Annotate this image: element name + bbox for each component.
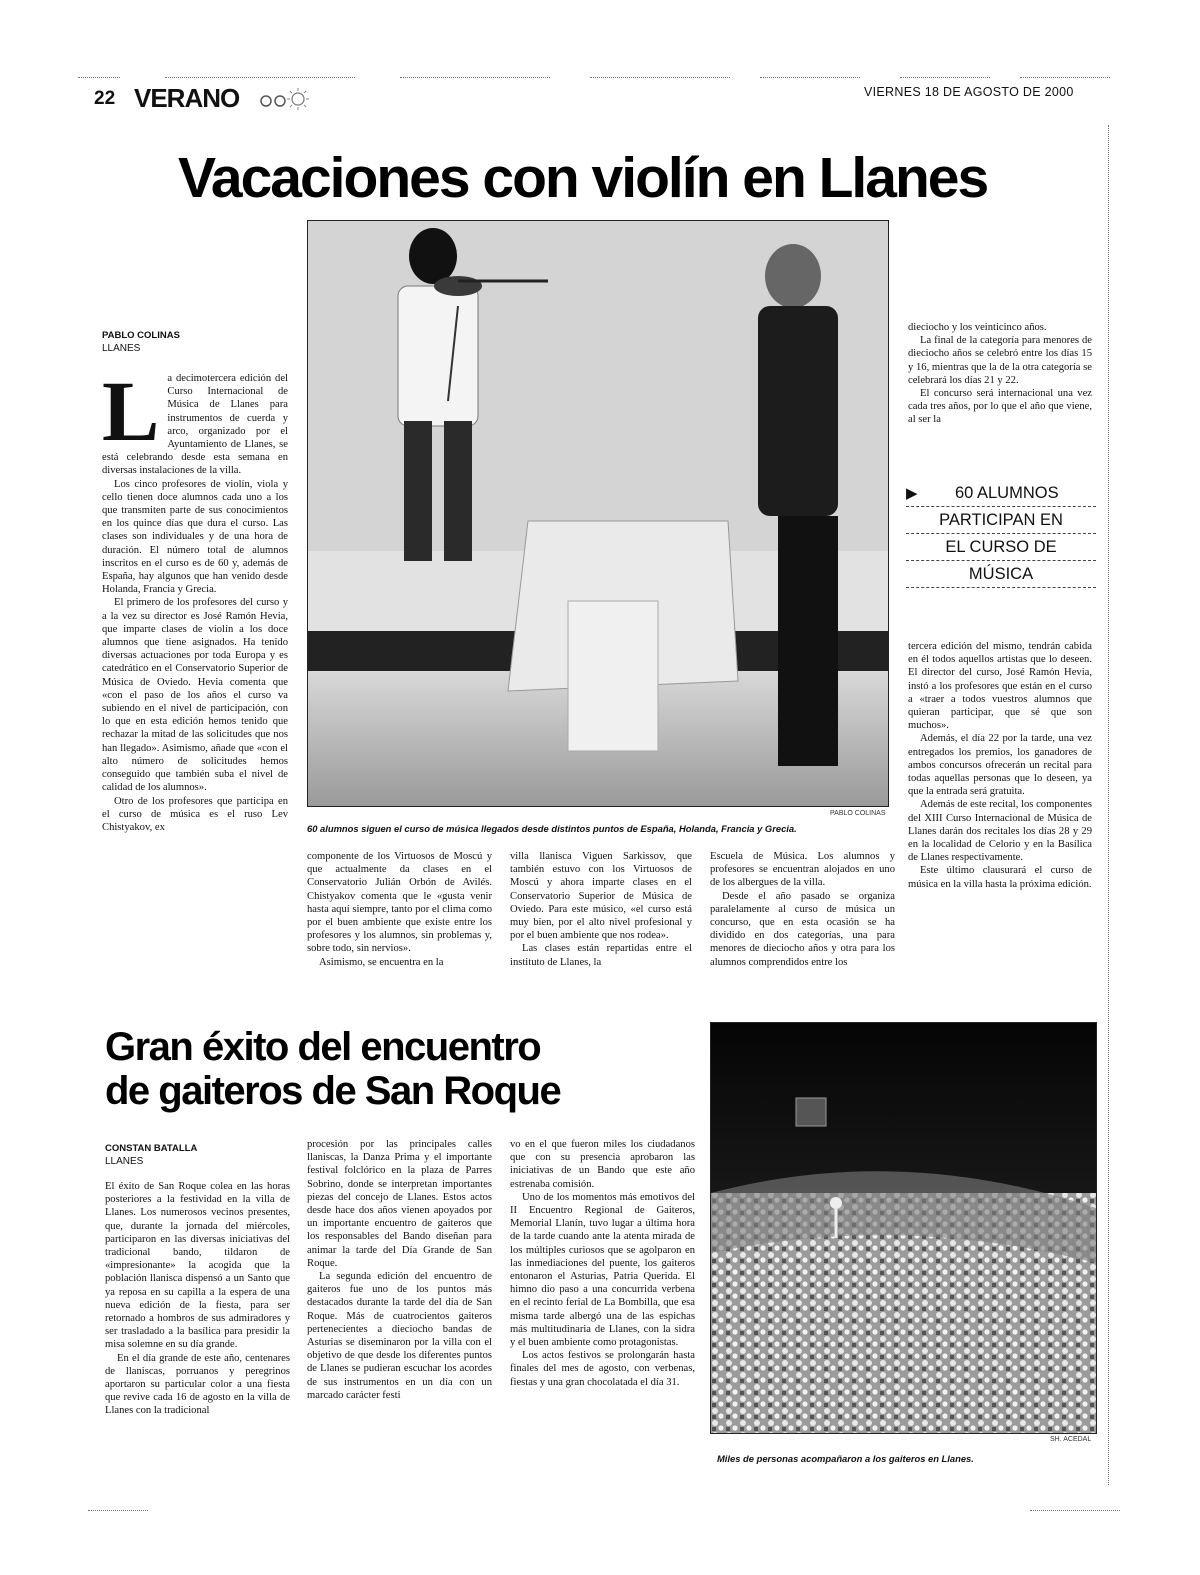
pull-quote-line: MÚSICA bbox=[906, 561, 1096, 588]
article-1-column-3: villa llanisca Viguen Sarkissov, que también estuvo con los Virtuosos de Moscú y ahora imparte clases en el Conservatorio Superior de Música de Oviedo. Para este músico, «el curso está muy bien, por el alto nivel profesional y por el buen ambiente que nos rodea». Las clases están repartidas entre el instituto de Llanes, la bbox=[510, 851, 692, 968]
article-2-column-1: El éxito de San Roque colea en las horas posteriores a la festividad en la villa de Llanes. Los numerosos vecinos presentes, que, durante la jornada del miércoles, participaron en las diversas iniciativas del tradicional bando, tildaron de «impresionante» la acogida que la población llanisca dispensó a un Santo que ya reposa en su capilla a la espera de una nueva edición de la fiesta, para ser retornado a hombros de sus admiradores y ser trasladado a la basílica para presidir la misa solemne en su día grande. En el día grande de este año, centenares de llaniscas, porruanos y peregrinos aportaron su particular color a una fiesta que revive cada 16 de agosto en la villa de Llanes con la tradicional bbox=[105, 1181, 290, 1417]
photo-credit: PABLO COLINAS bbox=[830, 810, 886, 817]
drop-cap: L bbox=[102, 363, 160, 459]
margin-dots bbox=[900, 77, 990, 78]
photo-caption: 60 alumnos siguen el curso de música llegados desde distintos puntos de España, Holanda, Francia y Grecia. bbox=[307, 823, 797, 834]
pull-quote bbox=[906, 480, 1096, 588]
byline: PABLO COLINAS bbox=[102, 330, 180, 341]
dateline-place: LLANES bbox=[102, 343, 141, 354]
article-1-column-4: Escuela de Música. Los alumnos y profesores se encuentran alojados en uno de los albergues de la villa. Desde el año pasado se organiza paralelamente al curso de música un concurso, que en esta ocasión se ha dividido en dos categorías, una para menores de dieciocho años y otra para los alumnos comprendidos entre los bbox=[710, 851, 895, 968]
page-number: 22 bbox=[94, 88, 116, 109]
bullet-icon: ▶ bbox=[906, 485, 918, 502]
article-1-column-1: La decimotercera edición del Curso Internacional de Música de Llanes para instrumentos de cuerda y arco, organizado por el Ayuntamiento de Llanes, se está celebrando desde esta semana en diversas instalaciones de la villa. Los cinco profesores de violín, viola y cello tienen doce alumnos cada uno a los que transmiten parte de sus conocimientos en los quince días que dura el curso. Las clases son individuales y de una hora de duración. El número total de alumnos inscritos en el curso es de 60 y, además de España, hay algunos que han venido desde Holanda, Francia y Grecia. El primero de los profesores del curso y a la vez su director es José Ramón Hevia, que imparte clases de violín a los doce alumnos que tiene asignados. Ha tenido diversas actuaciones por toda Europa y es catedrático en el Conservatorio Superior de Música de Oviedo. Hevia comenta que «con el paso de los años el curso va subiendo en el nivel de participación, con lo que en esta edición hemos tenido que rechazar la mitad de las solicitudes que nos han llegado». Asimismo, añade que «con el alto número de solicitudes hemos conseguido que también suba el nivel de calidad de los alumnos». Otro de los profesores que participa en el curso de música es el ruso Lev Chistyakov, ex bbox=[102, 363, 288, 833]
article-1-headline: Vacaciones con violín en Llanes bbox=[178, 146, 988, 210]
pull-quote-line: PARTICIPAN EN bbox=[906, 507, 1096, 534]
pull-quote-line: EL CURSO DE bbox=[906, 534, 1096, 561]
margin-dots bbox=[1108, 125, 1109, 1485]
dateline-place: LLANES bbox=[105, 1156, 144, 1167]
article-1-column-5-top: dieciocho y los veinticinco años. La final de la categoría para menores de dieciocho años se celebró entre los días 15 y 16, mientras que la de la otra categoría se celebrará los días 21 y 22. El concurso será internacional una vez cada tres años, por lo que el año que viene, al ser la bbox=[908, 322, 1092, 426]
pull-quote-line: ▶ 60 ALUMNOS bbox=[906, 480, 1096, 507]
article-2-headline: Gran éxito del encuentro de gaiteros de San Roque bbox=[105, 1025, 561, 1113]
margin-dots bbox=[400, 77, 550, 78]
margin-dots bbox=[88, 1510, 148, 1511]
gaiteros-crowd-photo bbox=[710, 1022, 1097, 1434]
section-title: VERANO bbox=[134, 83, 240, 113]
margin-dots bbox=[1030, 1510, 1120, 1511]
margin-dots bbox=[165, 77, 355, 78]
margin-dots bbox=[78, 77, 120, 78]
article-2-column-3: vo en el que fueron miles los ciudadanos que con su presencia aprobaron las iniciativas de un Bando que este año estrenaba comisión. Uno de los momentos más emotivos del II Encuentro Regional de Gaiteros, Memorial Llanín, tuvo lugar a última hora de la tarde cuando ante la atenta mirada de los múltiples curiosos que se agolparon en las inmediaciones del puente, los gaiteros entonaron el Asturias, Patria Querida. El himno dio paso a una concurrida verbena en el recinto ferial de La Bombilla, que esa misma tarde albergó una de las espichas más multitudinaria de Llanes, con la sidra y el buen ambiente como protagonistas. Los actos festivos se prolongarán hasta finales del mes de agosto, con verbenas, fiestas y una gran chocolatada el día 31. bbox=[510, 1139, 695, 1388]
sun-logo bbox=[258, 86, 318, 112]
photo-caption: Miles de personas acompañaron a los gaiteros en Llanes. bbox=[717, 1453, 974, 1464]
article-1-column-2: componente de los Virtuosos de Moscú y que actualmente da clases en el Conservatorio Julián Orbón de Avilés. Chistyakov comenta que le «gusta venir hasta aquí siempre, tanto por el clima como por el buen ambiente que existe entre los profesores y los alumnos, sin problemas y, sobre todo, sin nervios». Asimismo, se encuentra en la bbox=[307, 851, 492, 968]
margin-dots bbox=[590, 77, 730, 78]
violin-photo bbox=[307, 220, 889, 807]
margin-dots bbox=[1020, 77, 1110, 78]
article-1-column-5-bottom: tercera edición del mismo, tendrán cabida en él todos aquellos artistas que lo deseen. El director del curso, José Ramón Hevia, instó a los profesores que están en el curso a «traer a todos vuestros alumnos que quieran participar, que sé que son muchos». Además, el día 22 por la tarde, una vez entregados los premios, los ganadores de ambos concursos ofrecerán un recital para todas aquellas personas que lo deseen, ya que la entrada será gratuita. Además de este recital, los componentes del XIII Curso Internacional de Música de Llanes darán dos recitales los días 28 y 29 en la localidad de Celorio y en la Basílica de Llanes respectivamente. Este último clausurará el curso de música en la villa hasta la próxima edición. bbox=[908, 641, 1092, 890]
photo-credit: SH. ACEDAL bbox=[1050, 1436, 1092, 1443]
issue-date: VIERNES 18 DE AGOSTO DE 2000 bbox=[864, 85, 1074, 99]
article-2-column-2: procesión por las principales calles llaniscas, la Danza Prima y el importante festival folclórico en la plaza de Parres Sobrino, donde se interpretan importantes piezas del concejo de Llanes. Estos actos desde hace dos años vienen apoyados por un importante encuentro de gaiteros que los responsables del Bando diseñan para animar la tarde del Día Grande de San Roque. La segunda edición del encuentro de gaiteros fue uno de los puntos más destacados durante la tarde del día de San Roque. Más de cuatrocientos gaiteros pertenecientes a dieciocho bandas de Asturias se diseminaron por la villa con el objetivo de que desde los diferentes puntos de Llanes se pudieran escuchar los acordes de sus instrumentos en un día con un marcado carácter festi bbox=[307, 1139, 492, 1401]
byline: CONSTAN BATALLA bbox=[105, 1143, 198, 1154]
margin-dots bbox=[760, 77, 860, 78]
